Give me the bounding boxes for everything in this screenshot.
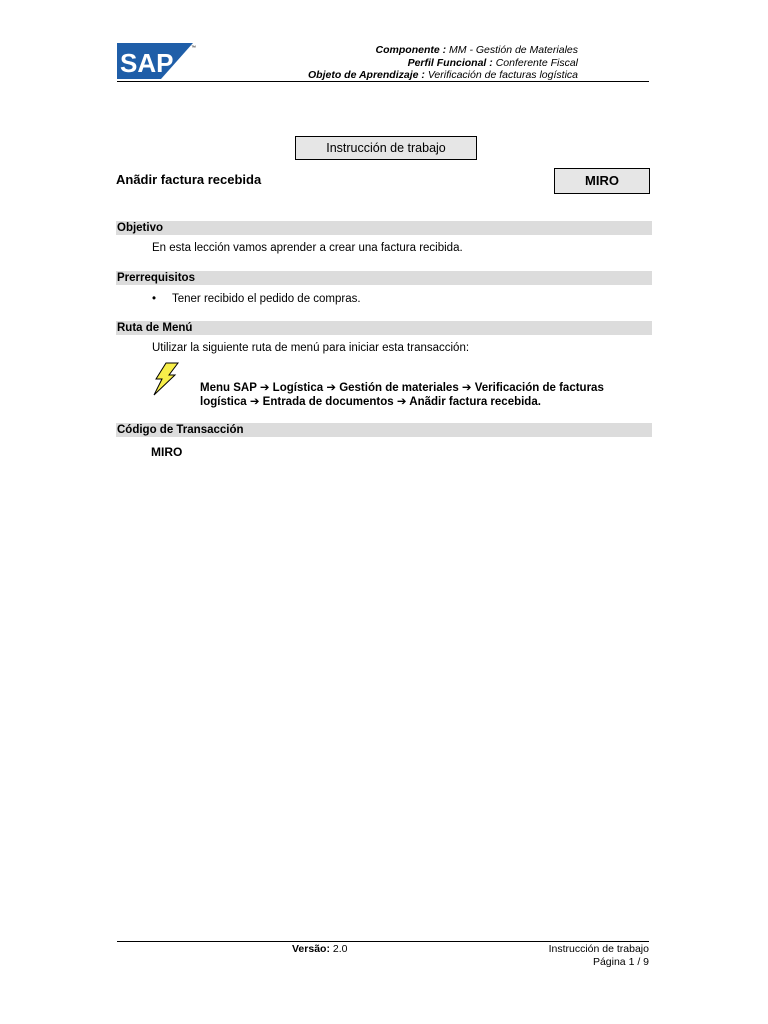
menu-path-intro: Utilizar la siguiente ruta de menú para iniciar esta transacción: <box>152 342 470 354</box>
svg-text:™: ™ <box>191 45 196 51</box>
header-divider <box>117 81 649 82</box>
section-transaction-code-heading: Código de Transacción <box>116 423 652 437</box>
doc-type-box: Instrucción de trabajo <box>295 136 477 160</box>
footer-doc-type: Instrucción de trabajo <box>548 943 649 955</box>
section-prerequisites-heading: Prerrequisitos <box>116 271 652 285</box>
objective-text: En esta lección vamos aprender a crear una factura recibida. <box>152 242 463 254</box>
footer-right <box>470 943 649 968</box>
list-item <box>152 293 361 305</box>
version-label: Versão: <box>292 943 330 955</box>
bullet-icon: • <box>152 293 157 305</box>
footer-divider <box>117 941 649 942</box>
component-value: MM - Gestión de Materiales <box>449 44 578 56</box>
section-menu-path-heading: Ruta de Menú <box>116 321 652 335</box>
profile-label: Perfil Funcional : <box>407 56 493 69</box>
learning-object-label: Objeto de Aprendizaje : <box>308 69 425 81</box>
section-objective-heading: Objetivo <box>116 221 652 235</box>
header-meta <box>200 44 578 82</box>
transaction-code-value: MIRO <box>151 445 183 459</box>
learning-object-value: Verificación de facturas logística <box>427 69 578 81</box>
version-value: 2.0 <box>332 943 348 955</box>
transaction-code-box: MIRO <box>554 168 650 194</box>
lightning-icon <box>150 362 180 396</box>
page-title: Anãdir factura recebida <box>116 172 262 187</box>
profile-value: Conferente Fiscal <box>495 56 578 69</box>
logo-text: SAP <box>120 48 174 78</box>
menu-path <box>200 381 640 409</box>
menu-path-line-1: Menu SAP ➔ Logística ➔ Gestión de materiales ➔ Verificación de facturas <box>200 382 604 394</box>
footer-version <box>292 943 347 955</box>
menu-path-line-2: logística ➔ Entrada de documentos ➔ Anãdir factura recebida. <box>200 396 541 408</box>
component-label: Componente : <box>375 44 447 56</box>
page-number: Página 1 / 9 <box>592 955 649 968</box>
sap-logo <box>117 43 197 81</box>
prerequisite-text: Tener recibido el pedido de compras. <box>172 293 361 305</box>
